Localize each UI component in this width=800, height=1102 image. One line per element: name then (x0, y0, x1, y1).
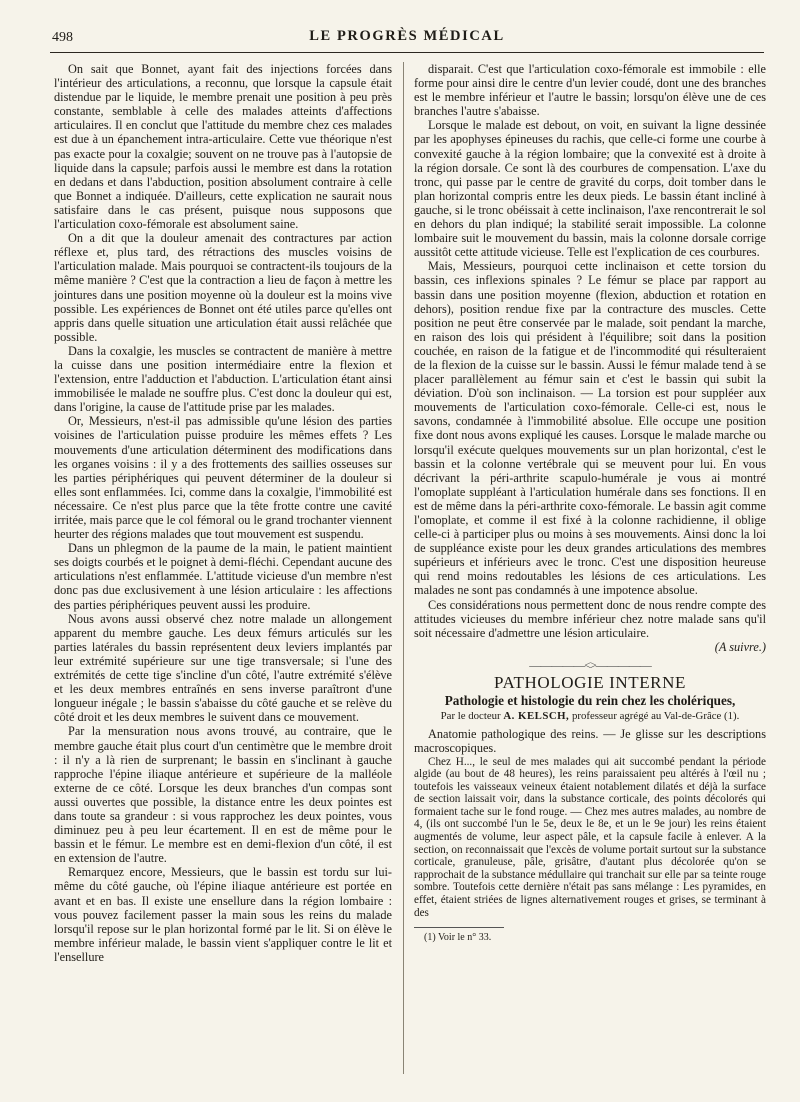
paragraph: Dans un phlegmon de la paume de la main, le patient maintient ses doigts courbés et le poignet à demi-fléchi. Cependant aucune des articulations n'est enflammée. L'attitude vicieuse d'un membre n'est donc pas due exclusivement à une lésion articulaire : les affections des parties périphériques peuvent aussi les produire. (54, 541, 392, 612)
paragraph: On sait que Bonnet, ayant fait des injections forcées dans l'intérieur des articulations, a reconnu, que lorsque la capsule était distendue par le liquide, le membre prenait une position à peu près constante, semblable à celle des malades atteints d'affections articulaires. Il en conclut que l'attitude du membre chez ces malades est due à un épanchement intra-articulaire. Cette vue théorique n'est pas exacte pour la coxalgie; souvent on ne trouve pas à l'autopsie de liquide dans la capsule; parfois aussi le membre est dans la rotation en dedans et dans l'abduction, position absolument contraire à celle que Bonnet a indiquée. D'ailleurs, cette explication ne saurait nous satisfaire dans le cas présent, puisque nous supposons que l'articulation coxo-fémorale est absolument saine. (54, 62, 392, 232)
paragraph: Nous avons aussi observé chez notre malade un allongement apparent du membre gauche. Les deux fémurs articulés sur les parties latérales du bassin représentent deux leviers implantés par leur extrémité supérieure sur une tige transversale; si l'une des extrémités de cette tige s'incline d'un côté, l'autre extrémité s'élève et les deux membres entraînés en sens inverse paraîtront d'une longueur inégale ; le bassin s'abaisse du côté gauche et se relève du côté droit et les deux membres le suivent dans ce mouvement. (54, 611, 392, 725)
paragraph: Ces considérations nous permettent donc de nous rendre compte des attitudes vicieuses du membre inférieur chez notre malade sans qu'il soit nécessaire d'admettre une lésion articulaire. (414, 597, 766, 640)
paragraph: Par la mensuration nous avons trouvé, au contraire, que le membre gauche était plus court d'un centimètre que le membre droit : il n'y a là rien de surprenant; le bassin en s'inclinant à gauche rapproche l'épine iliaque antérieure et supérieure de la malléole externe de ce côté. Lorsque les deux branches d'un compas sont aussi ouvertes que possible, la distance entre les deux pointes est dans toute sa grandeur : si vous rapprochez les deux pointes, vous diminuez peu à peu leur écartement. Il en est de même pour le bassin et le fémur. Le membre est en demi-flexion d'un côté, il est en extension de l'autre. (54, 724, 392, 866)
paragraph: On a dit que la douleur amenait des contractures par action réflexe et, plus tard, des rétractions des muscles voisins de l'articulation malade. Mais pourquoi se contractent-ils toujours de la même manière ? C'est que la contraction a lieu de façon à mettre les jointures dans une position moyenne où la douleur est la moins vive possible. Les expériences de Bonnet ont été utiles parce qu'elles ont appris dans quelle situation une articulation était aussi relâchée que possible. (54, 231, 392, 344)
header-rule (50, 52, 764, 53)
footnote: (1) Voir le n° 33. (424, 932, 492, 944)
byline (414, 709, 766, 723)
column-divider (403, 62, 404, 1074)
article-title: Pathologie et histologie du rein chez les cholériques, (444, 693, 736, 709)
section-separator: —————<>————— (529, 657, 651, 672)
paragraph: Or, Messieurs, n'est-il pas admissible qu'une lésion des parties voisines de l'articulation puisse produire les mêmes effets ? Les mouvements d'une articulation déterminent des modifications dans les organes voisins : il y a des frottements des saillies osseuses sur les parties périphériques qui peuvent déterminer de la douleur si elles sont enflammées. Ici, comme dans la coxalgie, l'immobilité est nécessaire. Ce n'est plus parce que la tête frotte contre une cavité irritée, mais parce que le col fémoral ou le grand trochanter viennent heurter des régions malades que tout mouvement est suspendu. (54, 414, 392, 542)
section-title: PATHOLOGIE INTERNE (494, 673, 686, 693)
paragraph: Dans la coxalgie, les muscles se contractent de manière à mettre la cuisse dans une position intermédiaire entre la flexion et l'extension, entre l'adduction et l'abduction. L'articulation étant ainsi immobilisée le malade ne souffre plus. C'est donc la douleur qui est, dans l'origine, la cause de l'attitude prise par les malades. (54, 343, 392, 415)
article-paragraph: Chez H..., le seul de mes malades qui ait succombé pendant la période algide (au bout de 48 heures), les reins paraissaient peu altérés à l'œil nu ; toutefois les vaisseaux veineux étaient notablement dilatés et déjà la surface de section laissait voir, dans la substance corticale, des points décolorés qui formaient tache sur le fond rouge. — Chez mes autres malades, au nombre de 4, (ils ont succombé l'un le 5e, deux le 8e, et un le 9e jour) les reins étaient augmentés de volume, leur aspect pâle, et la capsule facile à enlever. A la section, on reconnaissait que l'excès de volume portait surtout sur la substance corticale, granuleuse, pâle, grisâtre, d'autant plus décolorée qu'on se rapprochait de la substance médullaire qui tranchait sur elle par sa teinte rouge sombre. Toutefois cette dernière n'était pas sans mélange : Les pyramides, en effet, étaient striées de lignes alternativement rouges et grises, se terminant à des (414, 755, 766, 919)
author-name: A. KELSCH, (503, 710, 570, 723)
page-header (52, 28, 762, 48)
page-number: 498 (52, 30, 73, 45)
paragraph: Mais, Messieurs, pourquoi cette inclinaison et cette torsion du bassin, ces inflexions spinales ? Le fémur se place par rapport au bassin dans une position moyenne (flexion, abduction et rotation en dehors), position rendue fixe par la contracture des muscles. Cette position ne peut être conservée par le malade, soit pendant la marche, en raison des lois qui président à l'équilibre; soit dans la position couchée, en raison de la fatigue et de l'incommodité qui résulteraient de la flexion de la cuisse sur le bassin. Aussi le fémur malade tend à se placer parallèlement au fémur sain et c'est le bassin qui subit la déviation. D'où son inclinaison. — La torsion est pour suppléer aux mouvements de l'articulation coxo-fémorale. Celle-ci est, nous le savons, condamnée à l'immobilité absolue. Elle occupe une position fixe dont nous avons expliqué les causes. Lorsque le malade marche ou lorsqu'il exécute quelques mouvements sur un plan horizontal, c'est le bassin et la colonne vertébrale qui se meuvent pour lui. En vous décrivant la péri-arthrite scapulo-humérale je vous ai montré l'omoplate suppléant à l'articulation humérale dans ses fonctions. Il en est de même dans la péri-arthrite coxo-fémorale. Le bassin agit comme l'omoplate, et comme il est fixé à la colonne rachidienne, il oblige celle-ci à participer plus ou moins à ses mouvements. Ainsi donc la loi de suppléance existe pour les deux grandes articulations des membres supérieurs et inférieurs avec le tronc. C'est une disposition heureuse qui rend moins redoutables les lésions de ces articulations. Les malades ne sont pas condamnés à une impotence absolue. (414, 259, 766, 598)
left-column (54, 62, 392, 964)
footnote-rule (414, 927, 504, 928)
byline-prefix: Par le docteur (440, 710, 501, 723)
journal-title: LE PROGRÈS MÉDICAL (309, 28, 505, 44)
paragraph: Remarquez encore, Messieurs, que le bassin est tordu sur lui-même du côté gauche, où l'épine iliaque antérieure est portée en avant et en bas. Il existe une ensellure dans la région lombaire : vous pouvez facilement passer la main sous les reins du malade lorsqu'il repose sur le plan horizontal formé par le lit. Si on élève le membre inférieur malade, le bassin vient s'appliquer contre le lit et l'ensellure (54, 865, 392, 964)
paragraph: Lorsque le malade est debout, on voit, en suivant la ligne dessinée par les apophyses épineuses du rachis, que celle-ci forme une courbe à convexité gauche à la région lombaire; que la convexité est à droite à la région dorsale. Ce sont là des courbures de compensation. L'axe du tronc, qui passe par le centre de gravité du corps, doit tomber dans le plan horizontal compris entre les deux pieds. Le bassin étant incliné à gauche, si le tronc obéissait à cette inclinaison, l'axe rencontrerait le sol en dehors du plan indiqué; la stabilité serait impossible. La colonne lombaire suit le mouvement du bassin, mais la colonne dorsale corrige aussitôt cette attitude vicieuse. Telle est l'explication de ces courbures. (414, 118, 766, 260)
to-be-continued: (A suivre.) (714, 639, 766, 654)
right-column (414, 62, 766, 945)
paragraph: disparait. C'est que l'articulation coxo-fémorale est immobile : elle forme pour ainsi dire le centre d'un levier coudé, dont une des branches est le membre inférieur et l'autre le bassin; lorsqu'on élève une de ces branches l'autre s'abaisse. (414, 62, 766, 119)
byline-suffix: professeur agrégé au Val-de-Grâce (1). (571, 710, 740, 723)
article-lead-paragraph: Anatomie pathologique des reins. — Je glisse sur les descriptions macroscopiques. (414, 727, 766, 756)
